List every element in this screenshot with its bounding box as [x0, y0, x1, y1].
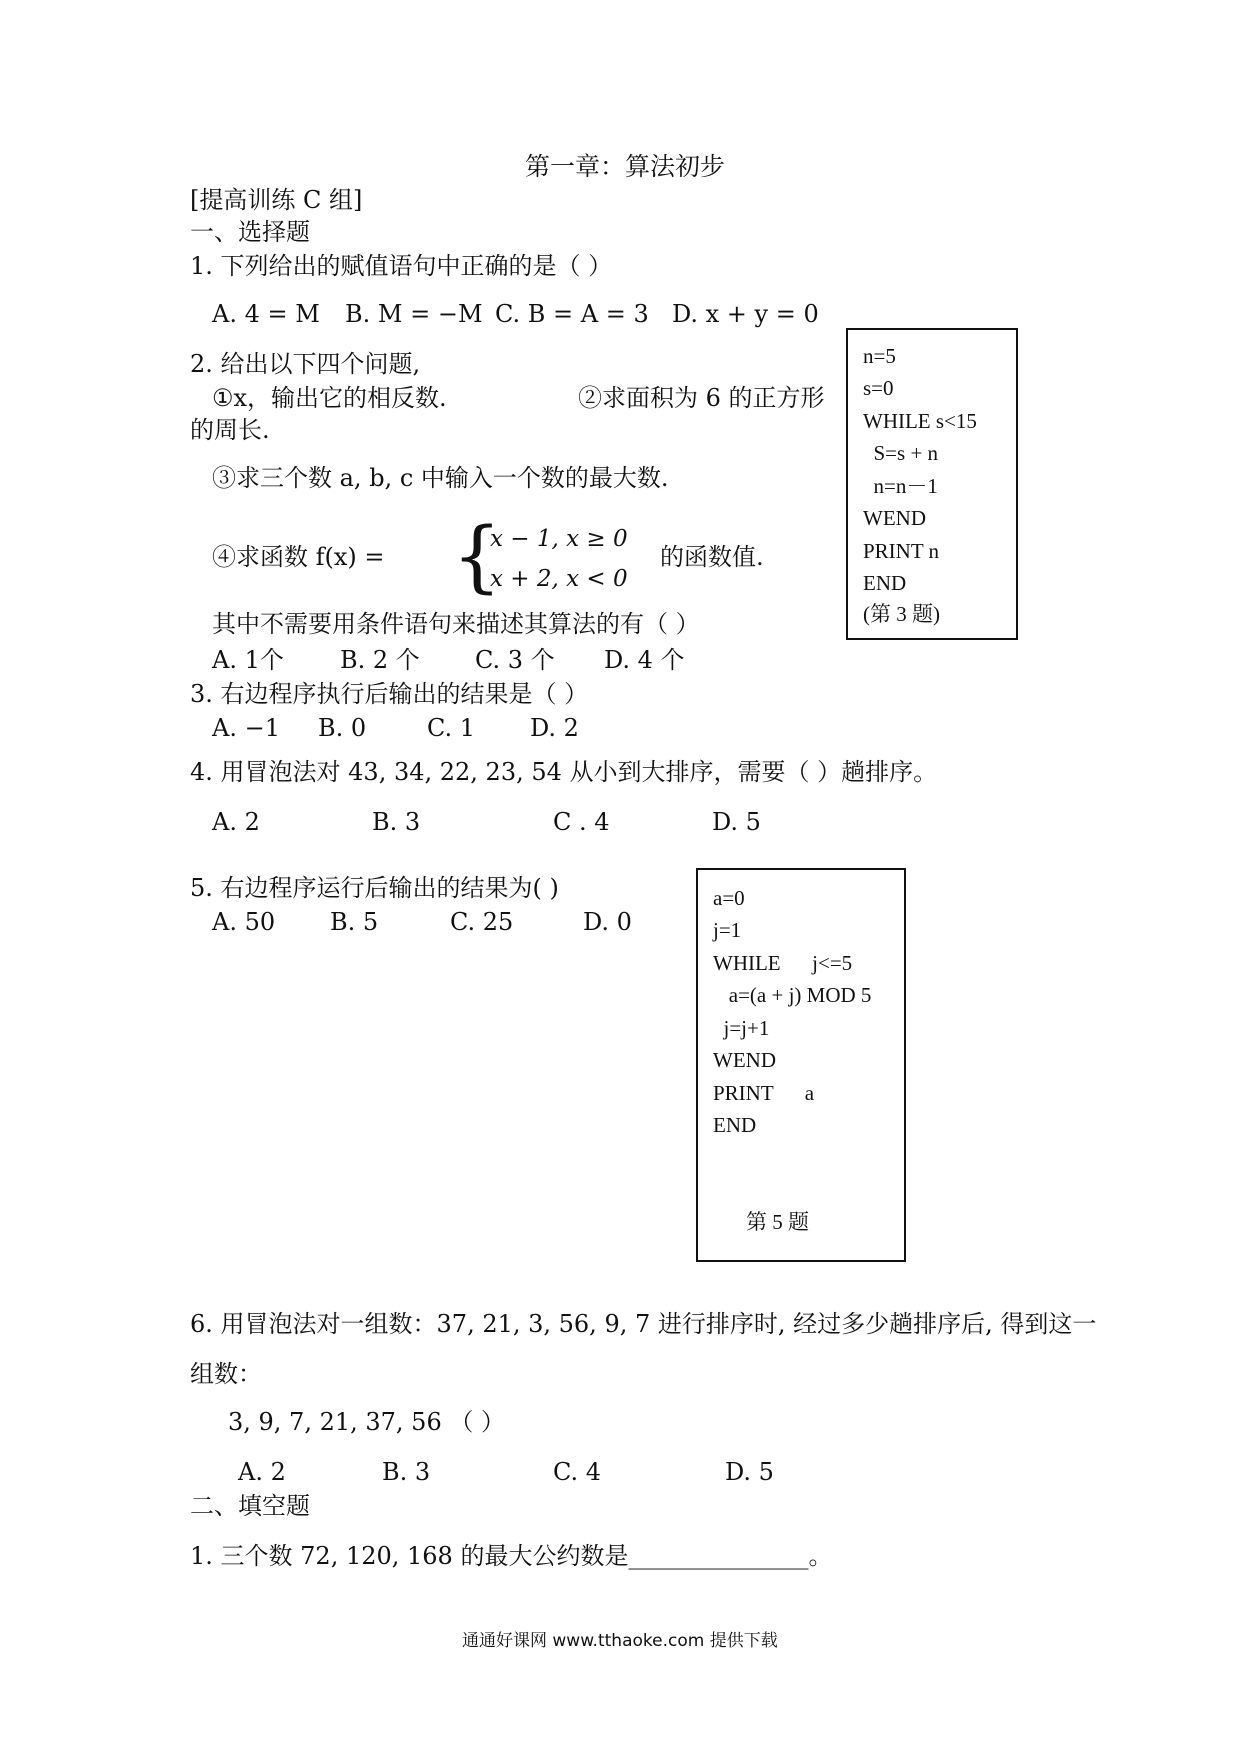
q2-stem: 2. 给出以下四个问题, [190, 350, 421, 378]
code5-line: a=(a + j) MOD 5 [713, 983, 872, 1007]
q2-item4-prefix: ④求函数 f(x) = [212, 543, 385, 571]
code5-caption: 第 5 题 [746, 1210, 809, 1234]
code3-line: S=s + n [863, 441, 939, 465]
q5-option-b: B. 5 [330, 908, 379, 936]
part1-heading: 一、选择题 [190, 218, 310, 246]
code3-caption: (第 3 题) [863, 602, 940, 626]
code3-line: s=0 [863, 376, 894, 400]
code5-line: WHILE j<=5 [713, 951, 853, 975]
q5-stem: 5. 右边程序运行后输出的结果为( ) [190, 874, 559, 902]
code5-line: END [713, 1113, 757, 1137]
code5-line: PRINT a [713, 1081, 815, 1105]
q1-stem: 1. 下列给出的赋值语句中正确的是（ ） [190, 252, 613, 280]
q4-option-c: C . 4 [553, 808, 610, 836]
q4-option-d: D. 5 [712, 808, 761, 836]
code3-line: n=5 [863, 344, 896, 368]
q5-option-c: C. 25 [450, 908, 514, 936]
q2-question: 其中不需要用条件语句来描述其算法的有（ ） [212, 610, 700, 638]
q4-stem: 4. 用冒泡法对 43, 34, 22, 23, 54 从小到大排序，需要（ ）趟排序。 [190, 758, 938, 786]
code3-line: WHILE s<15 [863, 409, 977, 433]
q5-option-d: D. 0 [583, 908, 632, 936]
q6-stem-cont: 组数： [190, 1360, 262, 1388]
piecewise-brace: { [452, 512, 502, 602]
q6-option-b: B. 3 [382, 1458, 431, 1486]
q2-item4-case2: x + 2, x < 0 [490, 566, 628, 592]
q2-item1: ①x，输出它的相反数. [212, 384, 447, 412]
code3-line: END [863, 571, 907, 595]
code3-line: WEND [863, 506, 926, 530]
fill-question-1: 1. 三个数 72, 120, 168 的最大公约数是_______________。 [190, 1542, 833, 1570]
code3-line: n=n－1 [863, 474, 938, 498]
code3-line: PRINT n [863, 539, 940, 563]
page-footer: 通通好课网 www.tthaoke.com 提供下载 [462, 1631, 778, 1651]
q2-option-d: D. 4 个 [604, 646, 685, 674]
q3-option-d: D. 2 [530, 714, 579, 742]
q2-item4-case1: x − 1, x ≥ 0 [490, 526, 628, 552]
q6-option-d: D. 5 [725, 1458, 774, 1486]
q2-item3: ③求三个数 a, b, c 中输入一个数的最大数. [212, 464, 669, 492]
q2-item2: ②求面积为 6 的正方形 [578, 384, 825, 412]
q6-option-a: A. 2 [238, 1458, 286, 1486]
q1-option-b: B. M = −M [345, 300, 483, 328]
q1-option-c: C. B = A = 3 [495, 300, 649, 328]
q2-item4-suffix: 的函数值. [660, 543, 764, 571]
code-box-q3 [846, 328, 1018, 640]
q3-stem: 3. 右边程序执行后输出的结果是（ ） [190, 680, 589, 708]
q2-option-c: C. 3 个 [475, 646, 555, 674]
q1-option-d: D. x + y = 0 [672, 300, 819, 328]
q6-sequence: 3, 9, 7, 21, 37, 56 （ ） [228, 1408, 505, 1436]
q5-option-a: A. 50 [212, 908, 276, 936]
q6-stem: 6. 用冒泡法对一组数：37, 21, 3, 56, 9, 7 进行排序时, 经过多少趟排序后, 得到这一 [190, 1310, 1097, 1338]
code5-line: j=1 [713, 918, 742, 942]
section-tag: [提高训练 C 组] [190, 186, 363, 214]
q3-option-c: C. 1 [427, 714, 476, 742]
code5-line: WEND [713, 1048, 776, 1072]
q2-option-b: B. 2 个 [340, 646, 420, 674]
q3-option-a: A. −1 [212, 714, 280, 742]
q2-item2-cont: 的周长. [190, 416, 270, 444]
q2-option-a: A. 1个 [212, 646, 284, 674]
q6-option-c: C. 4 [553, 1458, 602, 1486]
q3-option-b: B. 0 [318, 714, 367, 742]
code-box-q5 [696, 868, 906, 1262]
part2-heading: 二、填空题 [190, 1492, 310, 1520]
q1-option-a: A. 4 = M [212, 300, 320, 328]
page-title: 第一章：算法初步 [525, 152, 726, 181]
code5-line: j=j+1 [713, 1016, 770, 1040]
q4-option-b: B. 3 [372, 808, 421, 836]
q4-option-a: A. 2 [212, 808, 260, 836]
code5-line: a=0 [713, 886, 745, 910]
